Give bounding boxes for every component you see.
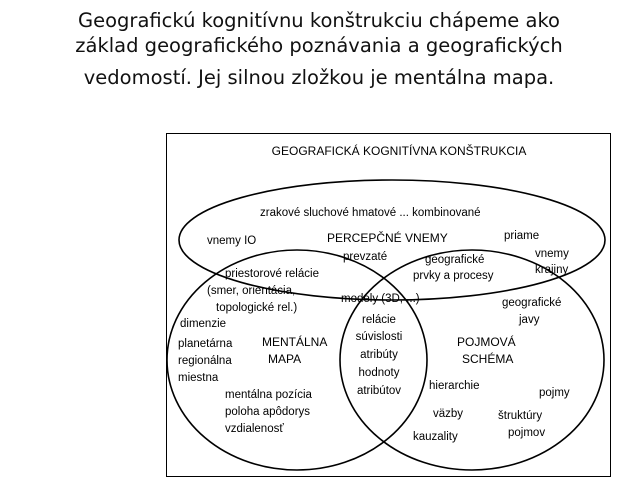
position-label: vzdialenosť <box>225 423 284 435</box>
scale-label: regionálna <box>178 355 232 367</box>
spatial-relations-line-2: (smer, orientácia, <box>207 285 296 297</box>
concept-schema-heading-1: POJMOVÁ <box>457 335 516 349</box>
scale-label: planetárna <box>178 338 233 350</box>
dimenzie-label: dimenzie <box>180 318 227 330</box>
hierarchie-label: hierarchie <box>429 380 480 392</box>
cognitive-construction-figure <box>166 133 611 477</box>
prevzate-label: prevzaté <box>343 251 388 263</box>
concept-schema-heading-2: SCHÉMA <box>462 352 514 366</box>
struktury-label: štruktúry <box>498 410 543 422</box>
kauzality-label: kauzality <box>413 431 458 443</box>
vnemy-io-label: vnemy IO <box>207 235 257 247</box>
geographic-phenomena-line-1: geografické <box>502 297 562 309</box>
spatial-relations-line-1: priestorové relácie <box>225 268 319 280</box>
position-label: mentálna pozícia <box>225 389 312 401</box>
slide-text <box>18 8 620 90</box>
center-label: atribúty <box>360 349 398 361</box>
vnemy-label: vnemy <box>535 248 569 260</box>
center-label: atribútov <box>356 385 402 397</box>
krajiny-label: krajiny <box>535 264 569 276</box>
models-label: modely (3D, ...) <box>341 293 420 305</box>
pojmy-label: pojmy <box>539 387 570 399</box>
center-label: súvislosti <box>355 331 403 343</box>
diagram-title: GEOGRAFICKÁ KOGNITÍVNA KONŠTRUKCIA <box>271 144 527 158</box>
mental-map-heading-1: MENTÁLNA <box>262 335 328 349</box>
center-label: hodnoty <box>358 367 400 379</box>
pojmov-label: pojmov <box>508 427 546 439</box>
sense-types-label: zrakové sluchové hmatové ... kombinované <box>260 207 481 219</box>
vazby-label: väzby <box>433 408 464 420</box>
slide-text-line-2: základ geografického poznávania a geografických <box>75 34 563 57</box>
geographic-phenomena-line-2: javy <box>519 314 540 326</box>
spatial-relations-line-3: topologické rel.) <box>216 302 298 314</box>
geographic-features-line-2: prvky a procesy <box>413 270 494 282</box>
perception-heading: PERCEPČNÉ VNEMY <box>327 231 448 245</box>
scale-label: miestna <box>178 372 219 384</box>
venn-diagram <box>167 134 612 478</box>
mental-map-heading-2: MAPA <box>268 352 302 366</box>
slide-text-line-3: vedomostí. Jej silnou zložkou je mentálna mapa. <box>83 66 555 89</box>
geographic-features-line-1: geografické <box>425 254 485 266</box>
position-label: poloha apôdorys <box>225 406 311 418</box>
slide-text-line-1: Geografickú kognitívnu konštrukciu chápeme ako <box>78 9 560 32</box>
center-label: relácie <box>362 314 396 326</box>
priame-label: priame <box>504 230 540 242</box>
